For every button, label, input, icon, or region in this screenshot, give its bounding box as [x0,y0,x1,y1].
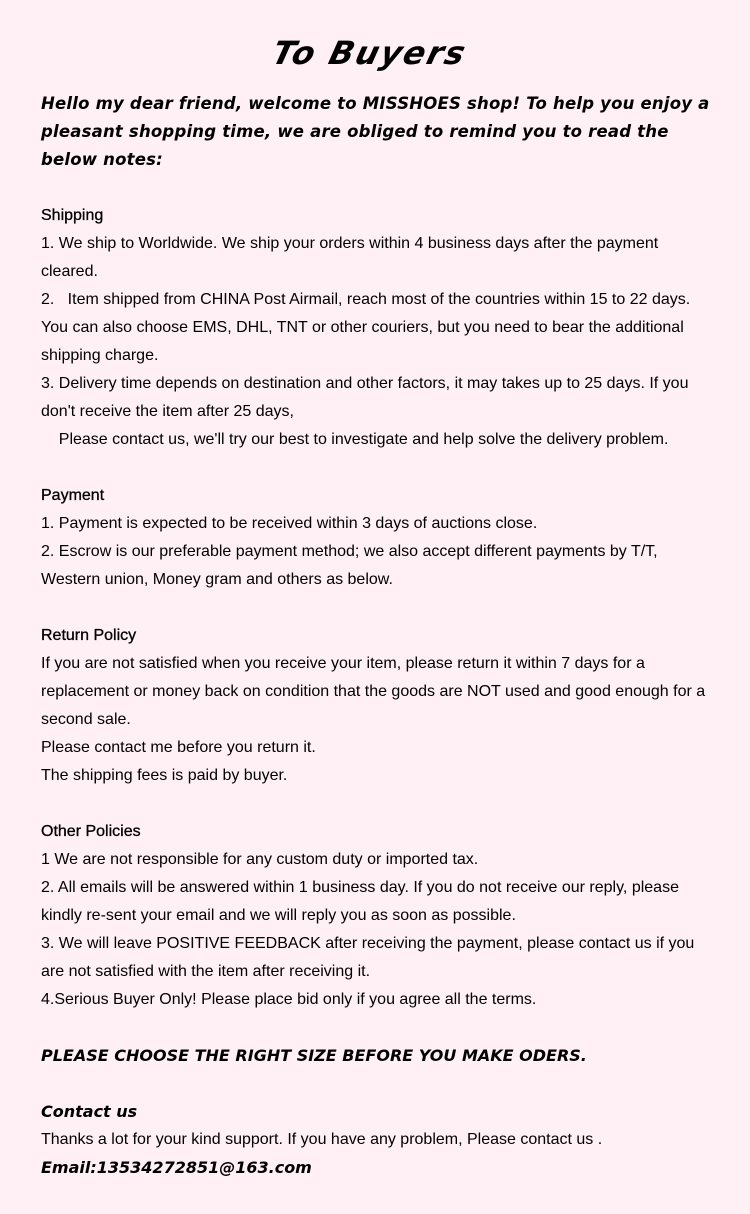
other-policies-line: 4.Serious Buyer Only! Please place bid only if you agree all the terms. [41,991,537,1008]
payment-line: 2. Escrow is our preferable payment method; we also accept different payments by T/T, Western union, Money gram and others as below. [41,543,663,588]
other-policies-heading: Other Policies [41,823,141,840]
size-notice: PLEASE CHOOSE THE RIGHT SIZE BEFORE YOU MAKE ODERS. [41,1046,587,1065]
page-title: To Buyers [268,34,472,72]
intro-text: Hello my dear friend, welcome to MISSHOES shop! To help you enjoy a pleasant shopping time, we are obliged to remind you to read the below notes: [41,94,710,169]
other-policies-line: 2. All emails will be answered within 1 business day. If you do not receive our reply, please kindly re-sent your email and we will reply you as soon as possible. [41,879,684,924]
shipping-section [41,202,710,454]
payment-line: 1. Payment is expected to be received within 3 days of auctions close. [41,515,538,532]
shipping-heading: Shipping [41,207,104,224]
other-policies-line: 3. We will leave POSITIVE FEEDBACK after receiving the payment, please contact us if you are not satisfied with the item after receiving it. [41,935,699,980]
other-policies-section [41,818,710,1014]
contact-text: Thanks a lot for your kind support. If you have any problem, Please contact us . [41,1131,603,1148]
payment-section [41,482,710,594]
return-policy-section [41,622,710,790]
shipping-line: 1. We ship to Worldwide. We ship your orders within 4 business days after the payment cleared. [41,235,663,280]
return-policy-heading: Return Policy [41,627,137,644]
shipping-line: Please contact us, we'll try our best to investigate and help solve the delivery problem. [41,431,669,448]
contact-email: Email:13534272851@163.com [41,1158,312,1177]
other-policies-line: 1 We are not responsible for any custom duty or imported tax. [41,851,479,868]
return-policy-line: The shipping fees is paid by buyer. [41,767,288,784]
contact-section [41,1098,710,1182]
shipping-line: 3. Delivery time depends on destination and other factors, it may takes up to 25 days. If you don't receive the item after 25 days, [41,375,693,420]
shipping-line: 2. Item shipped from CHINA Post Airmail, reach most of the countries within 15 to 22 days. You can also choose EMS, DHL, TNT or other couriers, but you need to bear the additional shipping charge. [41,291,695,364]
return-policy-line: If you are not satisfied when you receive your item, please return it within 7 days for a replacement or money back on condition that the goods are NOT used and good enough for a second sale. [41,655,710,728]
payment-heading: Payment [41,487,105,504]
return-policy-line: Please contact me before you return it. [41,739,316,756]
contact-heading: Contact us [41,1102,138,1121]
